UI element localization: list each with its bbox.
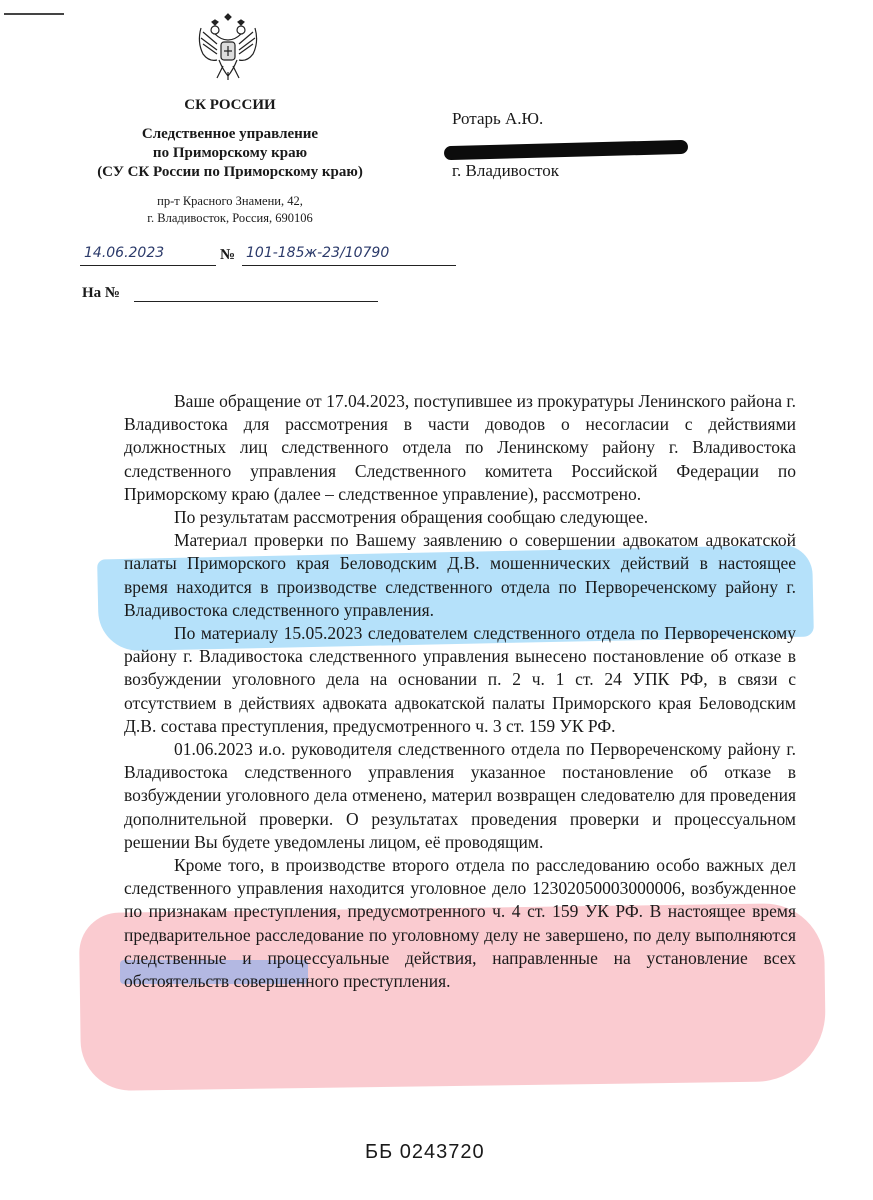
form-serial-number: ББ 0243720 bbox=[365, 1141, 485, 1163]
handwritten-number: 101-185ж-23/10790 bbox=[242, 241, 456, 266]
department-line: (СУ СК России по Приморскому краю) bbox=[97, 164, 363, 180]
body-paragraph: По результатам рассмотрения обращения сообщаю следующее. bbox=[174, 507, 649, 528]
recipient-block bbox=[452, 108, 712, 182]
address-line: пр-т Красного Знамени, 42, bbox=[157, 194, 303, 208]
address-line: г. Владивосток, Россия, 690106 bbox=[147, 211, 313, 225]
organization-header bbox=[60, 96, 400, 182]
body-paragraph: Материал проверки по Вашему заявлению о совершении адвокатом адвокатской палаты Приморского края Беловодским Д.В. мошеннических действий в настоящее время находится в производстве следственного отдела по Первореченскому району г. Владивостока следственного управления. bbox=[124, 530, 796, 620]
reply-blank-field bbox=[134, 301, 378, 302]
letter-body bbox=[124, 390, 796, 993]
reply-label: На № bbox=[82, 285, 120, 301]
body-paragraph: Кроме того, в производстве второго отдела по расследованию особо важных дел следственного управления находится уголовное дело 12302050003000006, возбужденное по признакам преступления, предусмотренного ч. 4 ст. 159 УК РФ. В настоящее время предварительное расследование по уголовному делу не завершено, по делу выполняются следственные и процессуальные действия, направленные на установление всех обстоятельств совершенного преступления. bbox=[124, 855, 796, 992]
body-paragraph: Ваше обращение от 17.04.2023, поступившее из прокуратуры Ленинского района г. Владивостока для рассмотрения в части доводов о несогласии с действиями должностных лиц следственного отдела по Ленинскому району г. Владивостока следственного управления Следственного комитета Российской Федерации по Приморскому краю (далее – следственное управление), рассмотрено. bbox=[124, 391, 796, 504]
double-headed-eagle-emblem bbox=[193, 10, 263, 84]
department-line: по Приморскому краю bbox=[152, 145, 308, 161]
organization-address bbox=[60, 193, 400, 227]
date-number-line bbox=[80, 238, 440, 268]
number-label: № bbox=[220, 247, 236, 263]
recipient-name: Ротарь А.Ю. bbox=[452, 109, 544, 128]
agency-name: СК РОССИИ bbox=[184, 97, 276, 113]
reply-reference-line bbox=[82, 285, 382, 305]
body-paragraph: По материалу 15.05.2023 следователем следственного отдела по Первореченскому району г. Владивостока следственного управления вынесено постановление об отказе в возбуждении уголовного дела на основании п. 2 ч. 1 ст. 24 УПК РФ, в связи с отсутствием в действиях адвоката адвокатской палаты Приморского края Беловодским Д.В. состава преступления, предусмотренного ч. 3 ст. 159 УК РФ. bbox=[124, 623, 796, 736]
body-paragraph: 01.06.2023 и.о. руководителя следственного отдела по Первореченскому району г. Владивостока следственного управления указанное постановление об отказе в возбуждении уголовного дела отменено, материл возвращен следователю для проведения дополнительной проверки. О результатах проведения проверки и процессуальном решении Вы будете уведомлены лицом, её проводящим. bbox=[124, 739, 796, 852]
scan-corner-mark bbox=[4, 13, 64, 15]
department-line: Следственное управление bbox=[141, 126, 319, 142]
handwritten-date: 14.06.2023 bbox=[80, 241, 216, 266]
recipient-city: г. Владивосток bbox=[452, 161, 560, 180]
